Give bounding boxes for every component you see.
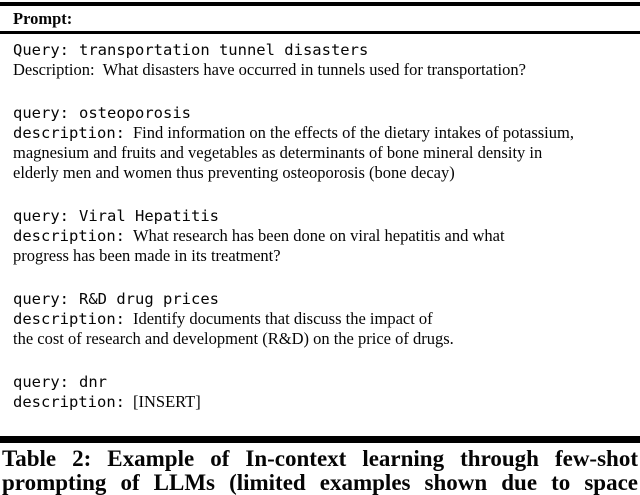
description-label: description:: [13, 124, 125, 142]
prompt-body: [0, 34, 640, 436]
query-line: [13, 289, 627, 309]
query-line: [13, 372, 627, 392]
query-line: [13, 103, 627, 123]
query-label: query:: [13, 373, 69, 391]
query-label: Query:: [13, 41, 69, 59]
description-line: [13, 392, 627, 412]
description-continuation-line: progress has been made in its treatment?: [13, 246, 281, 265]
query-line: [13, 40, 627, 60]
description-text: Identify documents that discuss the impact of: [132, 309, 433, 328]
example-block: [13, 206, 627, 266]
paper-table-figure: [0, 2, 640, 494]
example-block: [13, 40, 627, 80]
example-block: [13, 289, 627, 349]
description-continuation-line: elderly men and women thus preventing osteoporosis (bone decay): [13, 163, 455, 182]
description-continuation-line: magnesium and fruits and vegetables as determinants of bone mineral density in: [13, 143, 543, 162]
query-value: R&D drug prices: [79, 290, 219, 308]
query-value: osteoporosis: [79, 104, 191, 122]
description-continuation-line: the cost of research and development (R&D) on the price of drugs.: [13, 329, 454, 348]
caption-line-1: Table 2: Example of In-context learning through few-shot: [2, 446, 638, 471]
description-label: description:: [13, 227, 125, 245]
query-value: Viral Hepatitis: [79, 207, 219, 225]
description-label: description:: [13, 393, 125, 411]
query-label: query:: [13, 290, 69, 308]
description-line: [13, 226, 627, 246]
query-label: query:: [13, 207, 69, 225]
table-bottom-rule: [0, 436, 640, 443]
table-caption: [0, 447, 640, 494]
description-label: description:: [13, 310, 125, 328]
description-line: [13, 60, 627, 80]
query-value: dnr: [79, 373, 107, 391]
caption-line-2: prompting of LLMs (limited examples shown due to space: [2, 470, 638, 495]
example-block: [13, 103, 627, 183]
query-line: [13, 206, 627, 226]
description-line: [13, 309, 627, 329]
description-text: What research has been done on viral hepatitis and what: [132, 226, 505, 245]
description-text: Find information on the effects of the dietary intakes of potassium,: [132, 123, 574, 142]
description-text: What disasters have occurred in tunnels used for transportation?: [102, 60, 526, 79]
example-block: [13, 372, 627, 412]
prompt-header: Prompt:: [13, 9, 73, 28]
query-value: transportation tunnel disasters: [79, 41, 369, 59]
description-label: Description:: [13, 60, 95, 79]
description-text: [INSERT]: [132, 392, 201, 411]
description-line: [13, 123, 627, 143]
query-label: query:: [13, 104, 69, 122]
